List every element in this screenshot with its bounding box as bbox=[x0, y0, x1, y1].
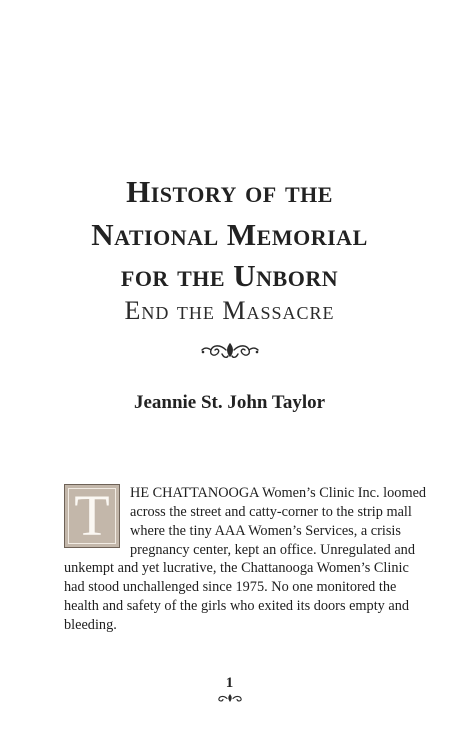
title-line-2: National Memorial bbox=[91, 217, 368, 252]
page-number: 1 bbox=[225, 675, 234, 691]
title-line-3: for the Unborn bbox=[120, 258, 339, 293]
drop-cap-letter: T bbox=[74, 483, 110, 548]
body-line-8: bleeding. bbox=[64, 617, 117, 633]
body-line-5: unkempt and yet lucrative, the Chattanooga Women’s Clinic bbox=[64, 560, 409, 576]
small-flourish-ornament-icon bbox=[216, 694, 244, 703]
body-line-1: HE CHATTANOOGA Women’s Clinic Inc. loomed bbox=[130, 485, 427, 501]
floral-flourish-ornament-icon bbox=[200, 340, 260, 360]
body-line-7: health and safety of the girls who exited its doors empty and bbox=[64, 598, 410, 614]
drop-cap-box bbox=[64, 484, 120, 548]
body-line-2: across the street and catty-corner to the strip mall bbox=[130, 504, 412, 520]
subtitle: End the Massacre bbox=[124, 296, 335, 325]
body-line-4: pregnancy center, kept an office. Unregulated and bbox=[130, 542, 415, 558]
body-line-3: where the tiny AAA Women’s Services, a crisis bbox=[130, 523, 401, 539]
author-name: Jeannie St. John Taylor bbox=[133, 392, 326, 413]
body-line-6: had stood unchallenged since 1975. No one monitored the bbox=[64, 579, 397, 595]
title-line-1: History of the bbox=[126, 174, 333, 209]
